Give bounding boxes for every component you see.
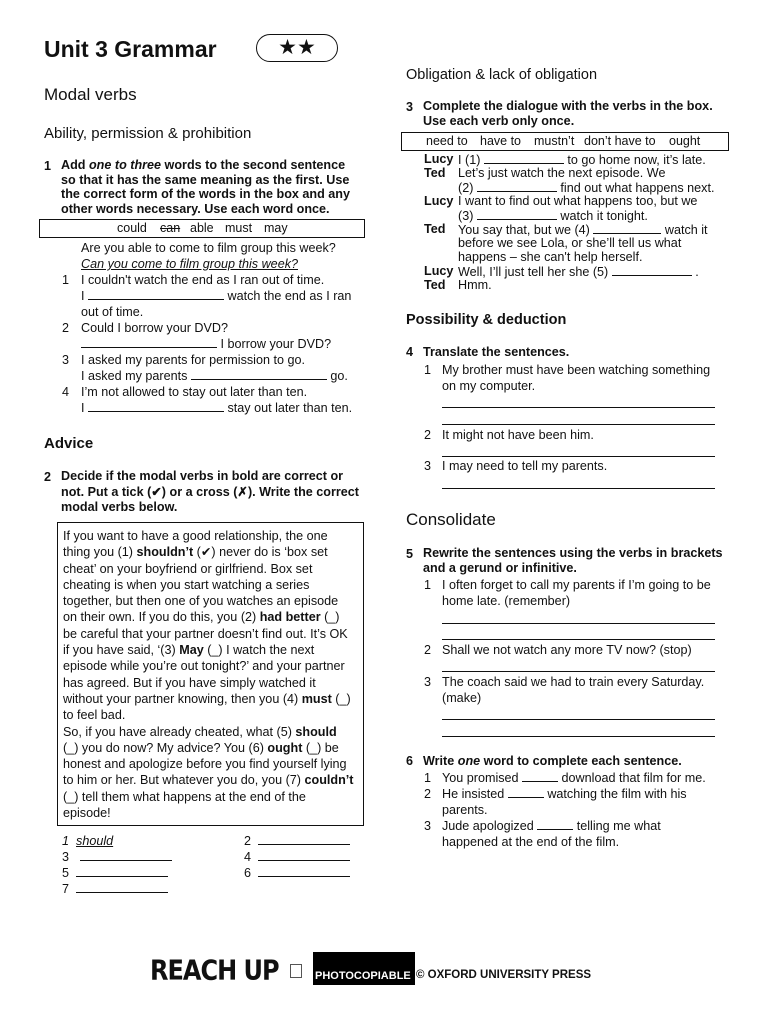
box-word: mustn’t xyxy=(534,134,575,148)
reach-up-logo: REACH UP xyxy=(150,954,279,987)
speaker-name: Lucy xyxy=(424,152,454,166)
section-heading-advice: Advice xyxy=(44,435,94,452)
list-item: 2 It might not have been him. xyxy=(424,428,594,442)
section-heading-possibility: Possibility & deduction xyxy=(406,312,567,328)
answer-line[interactable] xyxy=(442,639,715,640)
answer-blank[interactable] xyxy=(258,849,350,861)
example-answer: Can you come to film group this week? xyxy=(81,257,298,271)
exercise-1-instruction: 1 Add one to three words to the second sentence so that it has the same meaning as the first. Use the correct form of the words in the box and any other words necessary. Use each word once. xyxy=(44,158,350,216)
answer-line[interactable] xyxy=(442,623,715,624)
answer-blank[interactable] xyxy=(80,849,172,861)
section-heading-consolidate: Consolidate xyxy=(406,510,496,529)
exercise-number: 1 xyxy=(44,159,52,173)
speaker-name: Lucy xyxy=(424,194,454,208)
checkbox-icon xyxy=(290,964,302,978)
star-icon: ★★ xyxy=(278,36,316,59)
list-item: 1 I often forget to call my parents if I’m going to be home late. (remember) xyxy=(424,578,711,608)
list-item: 1 You promised download that film for me. xyxy=(424,771,706,785)
difficulty-stars-badge xyxy=(256,34,338,62)
answer-blank[interactable] xyxy=(612,264,692,276)
box-word-crossed: can xyxy=(160,221,181,235)
answer-blank[interactable] xyxy=(88,288,224,300)
box-word: may xyxy=(264,221,288,235)
list-item: 3 Jude apologized telling me what happened at the end of the film. xyxy=(424,819,661,849)
answer-blank[interactable] xyxy=(258,865,350,877)
answer-blank[interactable] xyxy=(81,336,217,348)
list-item: 3 The coach said we had to train every Saturday. (make) xyxy=(424,675,705,705)
list-item: 2 Shall we not watch any more TV now? (stop) xyxy=(424,643,692,657)
box-word: could xyxy=(117,221,147,235)
exercise-6-instruction: 6 Write one word to complete each sentence. xyxy=(406,754,682,768)
example-question: Are you able to come to film group this week? xyxy=(81,241,336,255)
speaker-name: Ted xyxy=(424,278,446,292)
box-word: must xyxy=(225,221,253,235)
answer-blank[interactable] xyxy=(508,786,544,798)
answer-blank[interactable] xyxy=(537,818,573,830)
example-answer: should xyxy=(76,834,114,848)
list-item: 4 I’m not allowed to stay out later than ten. I stay out later than ten. xyxy=(62,385,353,415)
subsection-heading-ability: Ability, permission & prohibition xyxy=(44,125,252,142)
answer-line[interactable] xyxy=(442,424,715,425)
answer-blank[interactable] xyxy=(477,208,557,220)
answer-line[interactable] xyxy=(442,736,715,737)
speaker-name: Lucy xyxy=(424,264,454,278)
word-box-1 xyxy=(39,219,365,238)
answer-blank[interactable] xyxy=(484,152,564,164)
box-word: able xyxy=(190,221,214,235)
answer-blank[interactable] xyxy=(477,180,557,192)
exercise-4-instruction: 4 Translate the sentences. xyxy=(406,345,570,359)
publisher-text: © OXFORD UNIVERSITY PRESS xyxy=(416,969,592,981)
answer-blank[interactable] xyxy=(191,368,327,380)
exercise-5-instruction: 5 Rewrite the sentences using the verbs in brackets and a gerund or infinitive. xyxy=(406,546,723,575)
section-heading-modal-verbs: Modal verbs xyxy=(44,85,137,104)
answer-line[interactable] xyxy=(442,671,715,672)
word-box-3 xyxy=(401,132,729,151)
reading-text-box: If you want to have a good relationship, the one thing you (1) shouldn’t (✔) never do is ‘box set cheat’ on your boyfriend or girlfriend. Box set cheating is when you start watching a series together, but then one of you watches an episode on their own. If you do this, you (2) had better (_) be careful that your partner doesn’t find out. It’s OK if you have said, ‘(3) May (_) I watch the next episode while you’re out tonight?’ and your partner has agreed. But if you have simply watched it without your partner knowing, then you (4) must (_) to feel bad. So, if you have already cheated, what (5) should (_) you do now? My advice? You (6) ought (_) be honest and apologize before you find yourself lying to him or her. But whatever you do, you (7) couldn’t (_) tell them what happens at the end of the episode! xyxy=(57,522,364,826)
answer-blank[interactable] xyxy=(258,833,350,845)
answer-line[interactable] xyxy=(442,719,715,720)
answer-line[interactable] xyxy=(442,488,715,489)
answer-blank[interactable] xyxy=(88,400,224,412)
answer-line[interactable] xyxy=(442,456,715,457)
box-word: don’t have to xyxy=(584,134,656,148)
answer-line[interactable] xyxy=(442,407,715,408)
list-item: 3 I asked my parents for permission to go. I asked my parents go. xyxy=(62,353,348,383)
list-item: 1 My brother must have been watching something on my computer. xyxy=(424,363,711,393)
box-word: ought xyxy=(669,134,701,148)
list-item: 1 I couldn't watch the end as I ran out of time. I watch the end as I ran out of time. xyxy=(62,273,352,319)
answer-blank[interactable] xyxy=(522,770,558,782)
box-word: have to xyxy=(480,134,522,148)
photocopiable-badge: PHOTOCOPIABLE xyxy=(313,952,415,985)
footer xyxy=(150,952,620,988)
list-item: 2 He insisted watching the film with his parents. xyxy=(424,787,687,817)
section-heading-obligation: Obligation & lack of obligation xyxy=(406,67,598,83)
answer-blank[interactable] xyxy=(593,222,661,234)
answer-list: 1 should 2 3 4 5 6 7 xyxy=(62,833,362,897)
exercise-3-instruction: 3 Complete the dialogue with the verbs in the box. Use each verb only once. xyxy=(406,99,713,128)
speaker-name: Ted xyxy=(424,222,446,236)
list-item: 2 Could I borrow your DVD? I borrow your DVD? xyxy=(62,321,332,351)
page-title: Unit 3 Grammar xyxy=(44,36,217,62)
speaker-name: Ted xyxy=(424,166,446,180)
exercise-2-instruction: 2 Decide if the modal verbs in bold are correct or not. Put a tick (✔) or a cross (✗). Write the correct modal verbs below. xyxy=(44,469,359,514)
answer-blank[interactable] xyxy=(76,881,168,893)
box-word: need to xyxy=(426,134,468,148)
answer-blank[interactable] xyxy=(76,865,168,877)
list-item: 3 I may need to tell my parents. xyxy=(424,459,608,473)
